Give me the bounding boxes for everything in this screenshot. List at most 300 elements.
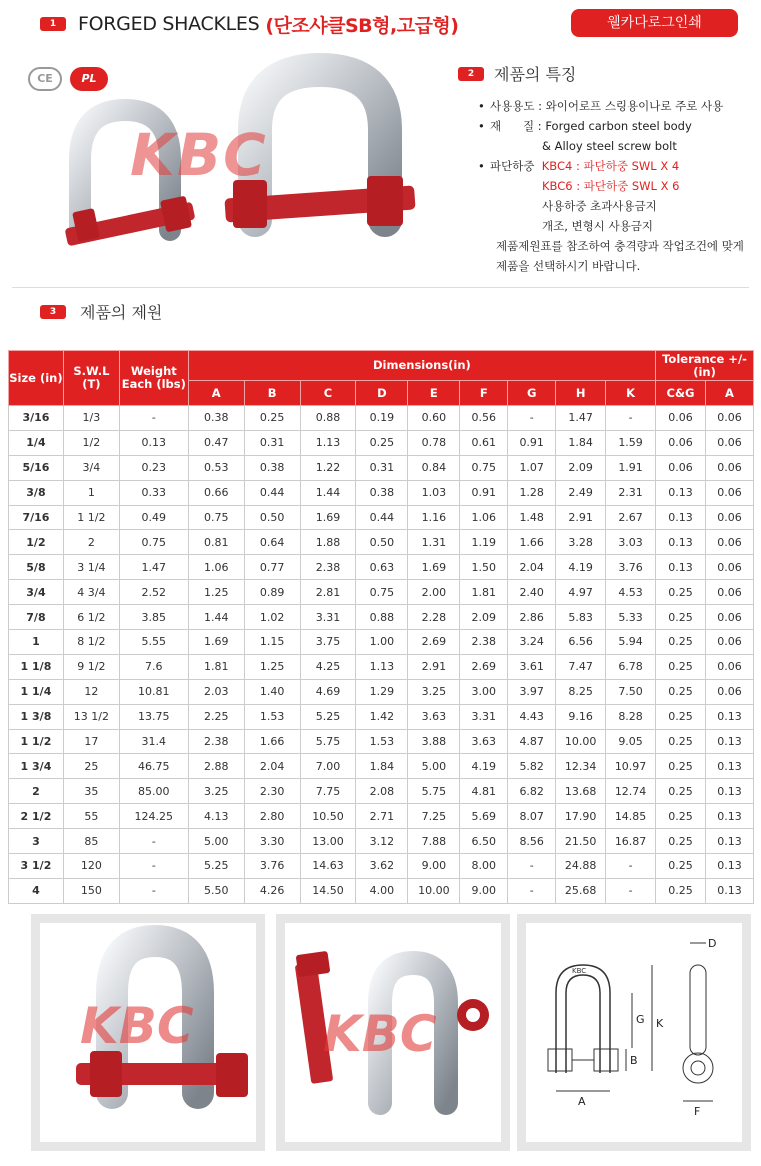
- table-cell: -: [508, 854, 556, 879]
- table-cell: -: [606, 854, 656, 879]
- table-cell: 5.25: [188, 854, 244, 879]
- table-cell: 7.88: [408, 829, 460, 854]
- table-cell: 16.87: [606, 829, 656, 854]
- table-cell: 0.88: [300, 406, 356, 431]
- specs-heading: 제품의 제원: [80, 303, 163, 322]
- specs-section-title: [40, 300, 162, 323]
- table-cell: 2.40: [508, 580, 556, 605]
- feature-note-3: 제품제원표를 참조하여 충격량과 작업조건에 맞게: [496, 239, 744, 253]
- table-cell: 2.04: [508, 555, 556, 580]
- table-cell: 0.13: [705, 829, 753, 854]
- table-cell: 14.50: [300, 878, 356, 903]
- table-cell: 4.97: [556, 580, 606, 605]
- table-cell: 21.50: [556, 829, 606, 854]
- table-cell: 0.25: [656, 654, 706, 679]
- table-cell: 8.56: [508, 829, 556, 854]
- feature-material: • 재 질 : Forged carbon steel body: [478, 119, 692, 133]
- table-cell: 0.75: [356, 580, 408, 605]
- feature-note-2: 개조, 변형시 사용금지: [542, 219, 653, 233]
- table-cell: 4.19: [460, 754, 508, 779]
- table-cell: 0.06: [705, 580, 753, 605]
- table-cell: 5.82: [508, 754, 556, 779]
- table-cell: 0.63: [356, 555, 408, 580]
- table-cell: 35: [63, 779, 119, 804]
- table-cell: 2.28: [408, 605, 460, 630]
- table-cell: 3 1/4: [63, 555, 119, 580]
- table-cell: 1.59: [606, 430, 656, 455]
- photo-shackle-front: [31, 914, 265, 1151]
- shackle-diagram-image: [526, 923, 742, 1142]
- table-cell: 4.69: [300, 679, 356, 704]
- table-cell: 0.13: [656, 480, 706, 505]
- table-cell: 1.40: [244, 679, 300, 704]
- features-list: [478, 96, 744, 276]
- table-cell: 0.13: [705, 878, 753, 903]
- table-row: [9, 679, 754, 704]
- table-cell: 0.25: [656, 630, 706, 655]
- table-cell: 0.91: [460, 480, 508, 505]
- section-badge-2: 2: [458, 67, 484, 81]
- table-cell: 1.69: [188, 630, 244, 655]
- table-cell: 1/2: [63, 430, 119, 455]
- table-cell: 1: [9, 630, 64, 655]
- table-cell: 0.13: [119, 430, 188, 455]
- table-cell: 2.91: [408, 654, 460, 679]
- table-cell: 1.69: [408, 555, 460, 580]
- table-cell: 13.00: [300, 829, 356, 854]
- table-row: [9, 555, 754, 580]
- table-row: [9, 829, 754, 854]
- table-row: [9, 530, 754, 555]
- table-cell: 0.25: [656, 605, 706, 630]
- table-cell: 2.49: [556, 480, 606, 505]
- table-cell: 0.13: [705, 854, 753, 879]
- col-header-dim-k: K: [606, 381, 656, 406]
- table-cell: 2.03: [188, 679, 244, 704]
- dim-label-f: F: [694, 1105, 701, 1118]
- page-header: [40, 10, 458, 38]
- col-header-size: Size (in): [9, 351, 64, 406]
- table-cell: 1.16: [408, 505, 460, 530]
- table-cell: 0.78: [408, 430, 460, 455]
- table-cell: 0.50: [356, 530, 408, 555]
- shackle-parts-image: [285, 923, 501, 1142]
- table-cell: 13 1/2: [63, 704, 119, 729]
- feature-material-2: & Alloy steel screw bolt: [542, 139, 677, 153]
- table-cell: 0.38: [356, 480, 408, 505]
- dim-label-a: A: [578, 1095, 586, 1108]
- table-cell: 0.25: [356, 430, 408, 455]
- col-header-dim-e: E: [408, 381, 460, 406]
- hero-watermark: KBC: [130, 121, 268, 189]
- table-cell: 0.25: [656, 729, 706, 754]
- dim-label-g: G: [636, 1013, 645, 1026]
- table-cell: 4.00: [356, 878, 408, 903]
- table-cell: 0.84: [408, 455, 460, 480]
- table-cell: -: [508, 406, 556, 431]
- table-cell: 0.53: [188, 455, 244, 480]
- table-cell: -: [119, 406, 188, 431]
- table-cell: 0.44: [356, 505, 408, 530]
- table-cell: 2.81: [300, 580, 356, 605]
- table-cell: 4.13: [188, 804, 244, 829]
- features-section-title: [458, 62, 576, 85]
- table-cell: 4.87: [508, 729, 556, 754]
- table-cell: 3.28: [556, 530, 606, 555]
- table-cell: 4.53: [606, 580, 656, 605]
- diagram-brand-label: KBC: [572, 967, 587, 975]
- table-cell: 1.84: [356, 754, 408, 779]
- table-cell: 14.63: [300, 854, 356, 879]
- table-cell: 1.31: [408, 530, 460, 555]
- table-cell: 150: [63, 878, 119, 903]
- table-cell: 6.82: [508, 779, 556, 804]
- table-cell: 6.78: [606, 654, 656, 679]
- table-cell: 0.25: [656, 679, 706, 704]
- table-cell: 4: [9, 878, 64, 903]
- table-cell: 2.69: [408, 630, 460, 655]
- table-cell: 120: [63, 854, 119, 879]
- table-cell: 3.12: [356, 829, 408, 854]
- table-row: [9, 455, 754, 480]
- table-cell: 1 1/2: [9, 729, 64, 754]
- table-row: [9, 480, 754, 505]
- table-cell: 2.09: [556, 455, 606, 480]
- product-title-en: FORGED SHACKLES: [78, 13, 260, 35]
- table-cell: 2: [9, 779, 64, 804]
- table-cell: -: [119, 878, 188, 903]
- table-cell: 1.69: [300, 505, 356, 530]
- table-cell: 25.68: [556, 878, 606, 903]
- table-cell: 9.16: [556, 704, 606, 729]
- col-header-tol-cg: C&G: [656, 381, 706, 406]
- dim-label-d: D: [708, 937, 717, 950]
- table-cell: 0.13: [656, 555, 706, 580]
- table-cell: 3.30: [244, 829, 300, 854]
- table-cell: 0.75: [119, 530, 188, 555]
- table-cell: 2.00: [408, 580, 460, 605]
- spec-table: [8, 350, 754, 904]
- table-cell: 3.76: [244, 854, 300, 879]
- table-cell: 0.91: [508, 430, 556, 455]
- dimension-diagram: [517, 914, 751, 1151]
- table-row: [9, 505, 754, 530]
- table-cell: 4 3/4: [63, 580, 119, 605]
- table-cell: 8.00: [460, 854, 508, 879]
- table-cell: 0.06: [705, 605, 753, 630]
- ce-mark-icon: CE: [28, 67, 62, 91]
- table-cell: 0.13: [705, 804, 753, 829]
- table-cell: 4.43: [508, 704, 556, 729]
- table-cell: 7.6: [119, 654, 188, 679]
- table-cell: 1 1/8: [9, 654, 64, 679]
- catalog-brand-button[interactable]: 웰카다로그인쇄: [571, 9, 738, 37]
- table-cell: 0.06: [705, 455, 753, 480]
- table-cell: 2.52: [119, 580, 188, 605]
- table-cell: 0.25: [656, 829, 706, 854]
- table-row: [9, 854, 754, 879]
- table-cell: 0.25: [656, 754, 706, 779]
- hero-shackle-image: [45, 50, 445, 280]
- table-cell: 0.44: [244, 480, 300, 505]
- table-cell: 0.66: [188, 480, 244, 505]
- feature-break-kbc6: KBC6 : 파단하중 SWL X 6: [542, 179, 680, 193]
- table-cell: 3/8: [9, 480, 64, 505]
- table-cell: 1 3/8: [9, 704, 64, 729]
- col-header-dim-c: C: [300, 381, 356, 406]
- table-cell: 2.30: [244, 779, 300, 804]
- col-header-tolerance: Tolerance +/- (in): [656, 351, 754, 381]
- table-cell: 5.33: [606, 605, 656, 630]
- table-cell: 13.68: [556, 779, 606, 804]
- product-title-ko: (단조샤클SB형,고급형): [265, 14, 459, 37]
- table-cell: 9.05: [606, 729, 656, 754]
- table-cell: 7.25: [408, 804, 460, 829]
- table-cell: -: [508, 878, 556, 903]
- table-row: [9, 878, 754, 903]
- table-cell: 0.38: [188, 406, 244, 431]
- col-header-dim-b: B: [244, 381, 300, 406]
- table-cell: 3/4: [63, 455, 119, 480]
- table-cell: 1 1/4: [9, 679, 64, 704]
- table-cell: 0.49: [119, 505, 188, 530]
- table-row: [9, 430, 754, 455]
- table-cell: 1.66: [508, 530, 556, 555]
- table-cell: 9 1/2: [63, 654, 119, 679]
- table-cell: 3.25: [188, 779, 244, 804]
- col-header-dim-a: A: [188, 381, 244, 406]
- table-cell: 1.03: [408, 480, 460, 505]
- table-cell: 25: [63, 754, 119, 779]
- table-cell: 31.4: [119, 729, 188, 754]
- table-cell: 3.03: [606, 530, 656, 555]
- table-cell: 0.60: [408, 406, 460, 431]
- table-cell: 0.06: [656, 455, 706, 480]
- table-cell: 0.31: [244, 430, 300, 455]
- table-cell: 0.13: [705, 779, 753, 804]
- table-cell: 6.50: [460, 829, 508, 854]
- table-cell: 0.75: [460, 455, 508, 480]
- table-cell: 3.25: [408, 679, 460, 704]
- table-cell: 2.80: [244, 804, 300, 829]
- section-badge-1: 1: [40, 17, 66, 31]
- table-cell: 0.61: [460, 430, 508, 455]
- col-header-dim-g: G: [508, 381, 556, 406]
- table-row: [9, 654, 754, 679]
- table-cell: 0.25: [656, 580, 706, 605]
- table-cell: 1.53: [244, 704, 300, 729]
- table-cell: 0.25: [656, 779, 706, 804]
- col-header-dimensions: Dimensions(in): [188, 351, 655, 381]
- table-cell: 7/8: [9, 605, 64, 630]
- table-cell: 0.06: [705, 505, 753, 530]
- table-cell: 1.47: [119, 555, 188, 580]
- table-cell: 0.77: [244, 555, 300, 580]
- table-cell: 10.00: [408, 878, 460, 903]
- table-cell: 1.06: [460, 505, 508, 530]
- table-cell: 1.29: [356, 679, 408, 704]
- table-cell: 4.25: [300, 654, 356, 679]
- table-cell: 0.89: [244, 580, 300, 605]
- table-cell: 3.62: [356, 854, 408, 879]
- table-cell: 0.25: [656, 804, 706, 829]
- table-cell: 0.38: [244, 455, 300, 480]
- table-cell: 0.75: [188, 505, 244, 530]
- table-cell: 1: [63, 480, 119, 505]
- table-cell: 7.00: [300, 754, 356, 779]
- table-cell: 8.28: [606, 704, 656, 729]
- table-cell: 1.44: [188, 605, 244, 630]
- table-cell: 0.25: [656, 854, 706, 879]
- table-cell: 0.13: [705, 754, 753, 779]
- table-cell: 0.06: [705, 630, 753, 655]
- table-cell: 3.31: [460, 704, 508, 729]
- table-cell: 7.75: [300, 779, 356, 804]
- table-cell: 1/4: [9, 430, 64, 455]
- col-header-weight: Weight Each (lbs): [119, 351, 188, 406]
- table-row: [9, 804, 754, 829]
- table-cell: 1.81: [188, 654, 244, 679]
- table-cell: 8 1/2: [63, 630, 119, 655]
- table-cell: 1.42: [356, 704, 408, 729]
- table-cell: 1.47: [556, 406, 606, 431]
- table-cell: -: [606, 878, 656, 903]
- table-row: [9, 779, 754, 804]
- table-cell: 1.25: [244, 654, 300, 679]
- photo-shackle-parts: [276, 914, 510, 1151]
- table-cell: 3.61: [508, 654, 556, 679]
- table-cell: 5/8: [9, 555, 64, 580]
- table-cell: 14.85: [606, 804, 656, 829]
- table-cell: 0.06: [656, 406, 706, 431]
- table-cell: 0.06: [705, 530, 753, 555]
- table-cell: 2.88: [188, 754, 244, 779]
- dim-label-k: K: [656, 1017, 664, 1030]
- table-cell: 3.76: [606, 555, 656, 580]
- table-cell: 0.06: [705, 654, 753, 679]
- table-cell: 1.06: [188, 555, 244, 580]
- table-cell: 1.53: [356, 729, 408, 754]
- table-cell: 8.07: [508, 804, 556, 829]
- table-cell: 1.00: [356, 630, 408, 655]
- table-cell: 124.25: [119, 804, 188, 829]
- table-cell: 1.50: [460, 555, 508, 580]
- table-cell: 1.88: [300, 530, 356, 555]
- table-cell: 7.47: [556, 654, 606, 679]
- table-cell: 1/3: [63, 406, 119, 431]
- table-cell: 1.15: [244, 630, 300, 655]
- table-cell: 3.31: [300, 605, 356, 630]
- table-row: [9, 754, 754, 779]
- photo2-watermark: KBC: [323, 1005, 437, 1063]
- table-cell: 3.63: [460, 729, 508, 754]
- col-header-swl: S.W.L (T): [63, 351, 119, 406]
- table-cell: 2.25: [188, 704, 244, 729]
- table-cell: 1.13: [356, 654, 408, 679]
- table-cell: 3.85: [119, 605, 188, 630]
- table-cell: 1.07: [508, 455, 556, 480]
- table-cell: 3 1/2: [9, 854, 64, 879]
- table-cell: 4.26: [244, 878, 300, 903]
- table-cell: 1 3/4: [9, 754, 64, 779]
- table-cell: 1.81: [460, 580, 508, 605]
- table-cell: 9.00: [408, 854, 460, 879]
- table-cell: 1 1/2: [63, 505, 119, 530]
- table-cell: 55: [63, 804, 119, 829]
- table-cell: 3.63: [408, 704, 460, 729]
- table-cell: 0.23: [119, 455, 188, 480]
- table-cell: 2.69: [460, 654, 508, 679]
- table-cell: 2.38: [460, 630, 508, 655]
- table-cell: 3/16: [9, 406, 64, 431]
- table-cell: 1.19: [460, 530, 508, 555]
- table-cell: 1.84: [556, 430, 606, 455]
- table-cell: 1.25: [188, 580, 244, 605]
- table-row: [9, 605, 754, 630]
- table-cell: 1.91: [606, 455, 656, 480]
- table-cell: 10.81: [119, 679, 188, 704]
- photo1-watermark: KBC: [80, 997, 194, 1055]
- table-row: [9, 630, 754, 655]
- table-cell: 5.75: [408, 779, 460, 804]
- table-cell: 85: [63, 829, 119, 854]
- table-cell: 24.88: [556, 854, 606, 879]
- table-cell: 13.75: [119, 704, 188, 729]
- feature-note-4: 제품을 선택하시기 바랍니다.: [496, 259, 641, 273]
- table-cell: 0.19: [356, 406, 408, 431]
- table-cell: 2.67: [606, 505, 656, 530]
- table-cell: 2 1/2: [9, 804, 64, 829]
- feature-usage: • 사용용도 : 와이어로프 스링용이나로 주로 사용: [478, 99, 724, 113]
- table-cell: 5.00: [188, 829, 244, 854]
- table-cell: -: [606, 406, 656, 431]
- table-cell: 0.47: [188, 430, 244, 455]
- table-cell: 0.25: [244, 406, 300, 431]
- table-cell: 3.00: [460, 679, 508, 704]
- pl-mark-icon: PL: [70, 67, 108, 91]
- table-cell: 0.13: [656, 505, 706, 530]
- table-cell: 0.06: [705, 555, 753, 580]
- table-cell: 2.91: [556, 505, 606, 530]
- table-cell: 10.50: [300, 804, 356, 829]
- feature-break-load: • 파단하중 KBC4 : 파단하중 SWL X 4: [478, 159, 680, 173]
- table-row: [9, 580, 754, 605]
- table-cell: 2.08: [356, 779, 408, 804]
- table-cell: 5.00: [408, 754, 460, 779]
- table-cell: 5.94: [606, 630, 656, 655]
- table-cell: 0.50: [244, 505, 300, 530]
- table-cell: 2.04: [244, 754, 300, 779]
- table-cell: 0.06: [656, 430, 706, 455]
- table-cell: 4.19: [556, 555, 606, 580]
- table-cell: 3/4: [9, 580, 64, 605]
- table-cell: 1.22: [300, 455, 356, 480]
- table-cell: 0.31: [356, 455, 408, 480]
- table-cell: 2.71: [356, 804, 408, 829]
- table-cell: 0.06: [705, 406, 753, 431]
- table-cell: 1.66: [244, 729, 300, 754]
- table-cell: 0.06: [705, 679, 753, 704]
- table-cell: 7/16: [9, 505, 64, 530]
- table-cell: 46.75: [119, 754, 188, 779]
- features-heading: 제품의 특징: [494, 65, 577, 84]
- table-cell: 4.81: [460, 779, 508, 804]
- table-cell: 17.90: [556, 804, 606, 829]
- table-cell: 0.56: [460, 406, 508, 431]
- table-cell: 0.25: [656, 878, 706, 903]
- table-cell: 3.97: [508, 679, 556, 704]
- table-cell: 5.83: [556, 605, 606, 630]
